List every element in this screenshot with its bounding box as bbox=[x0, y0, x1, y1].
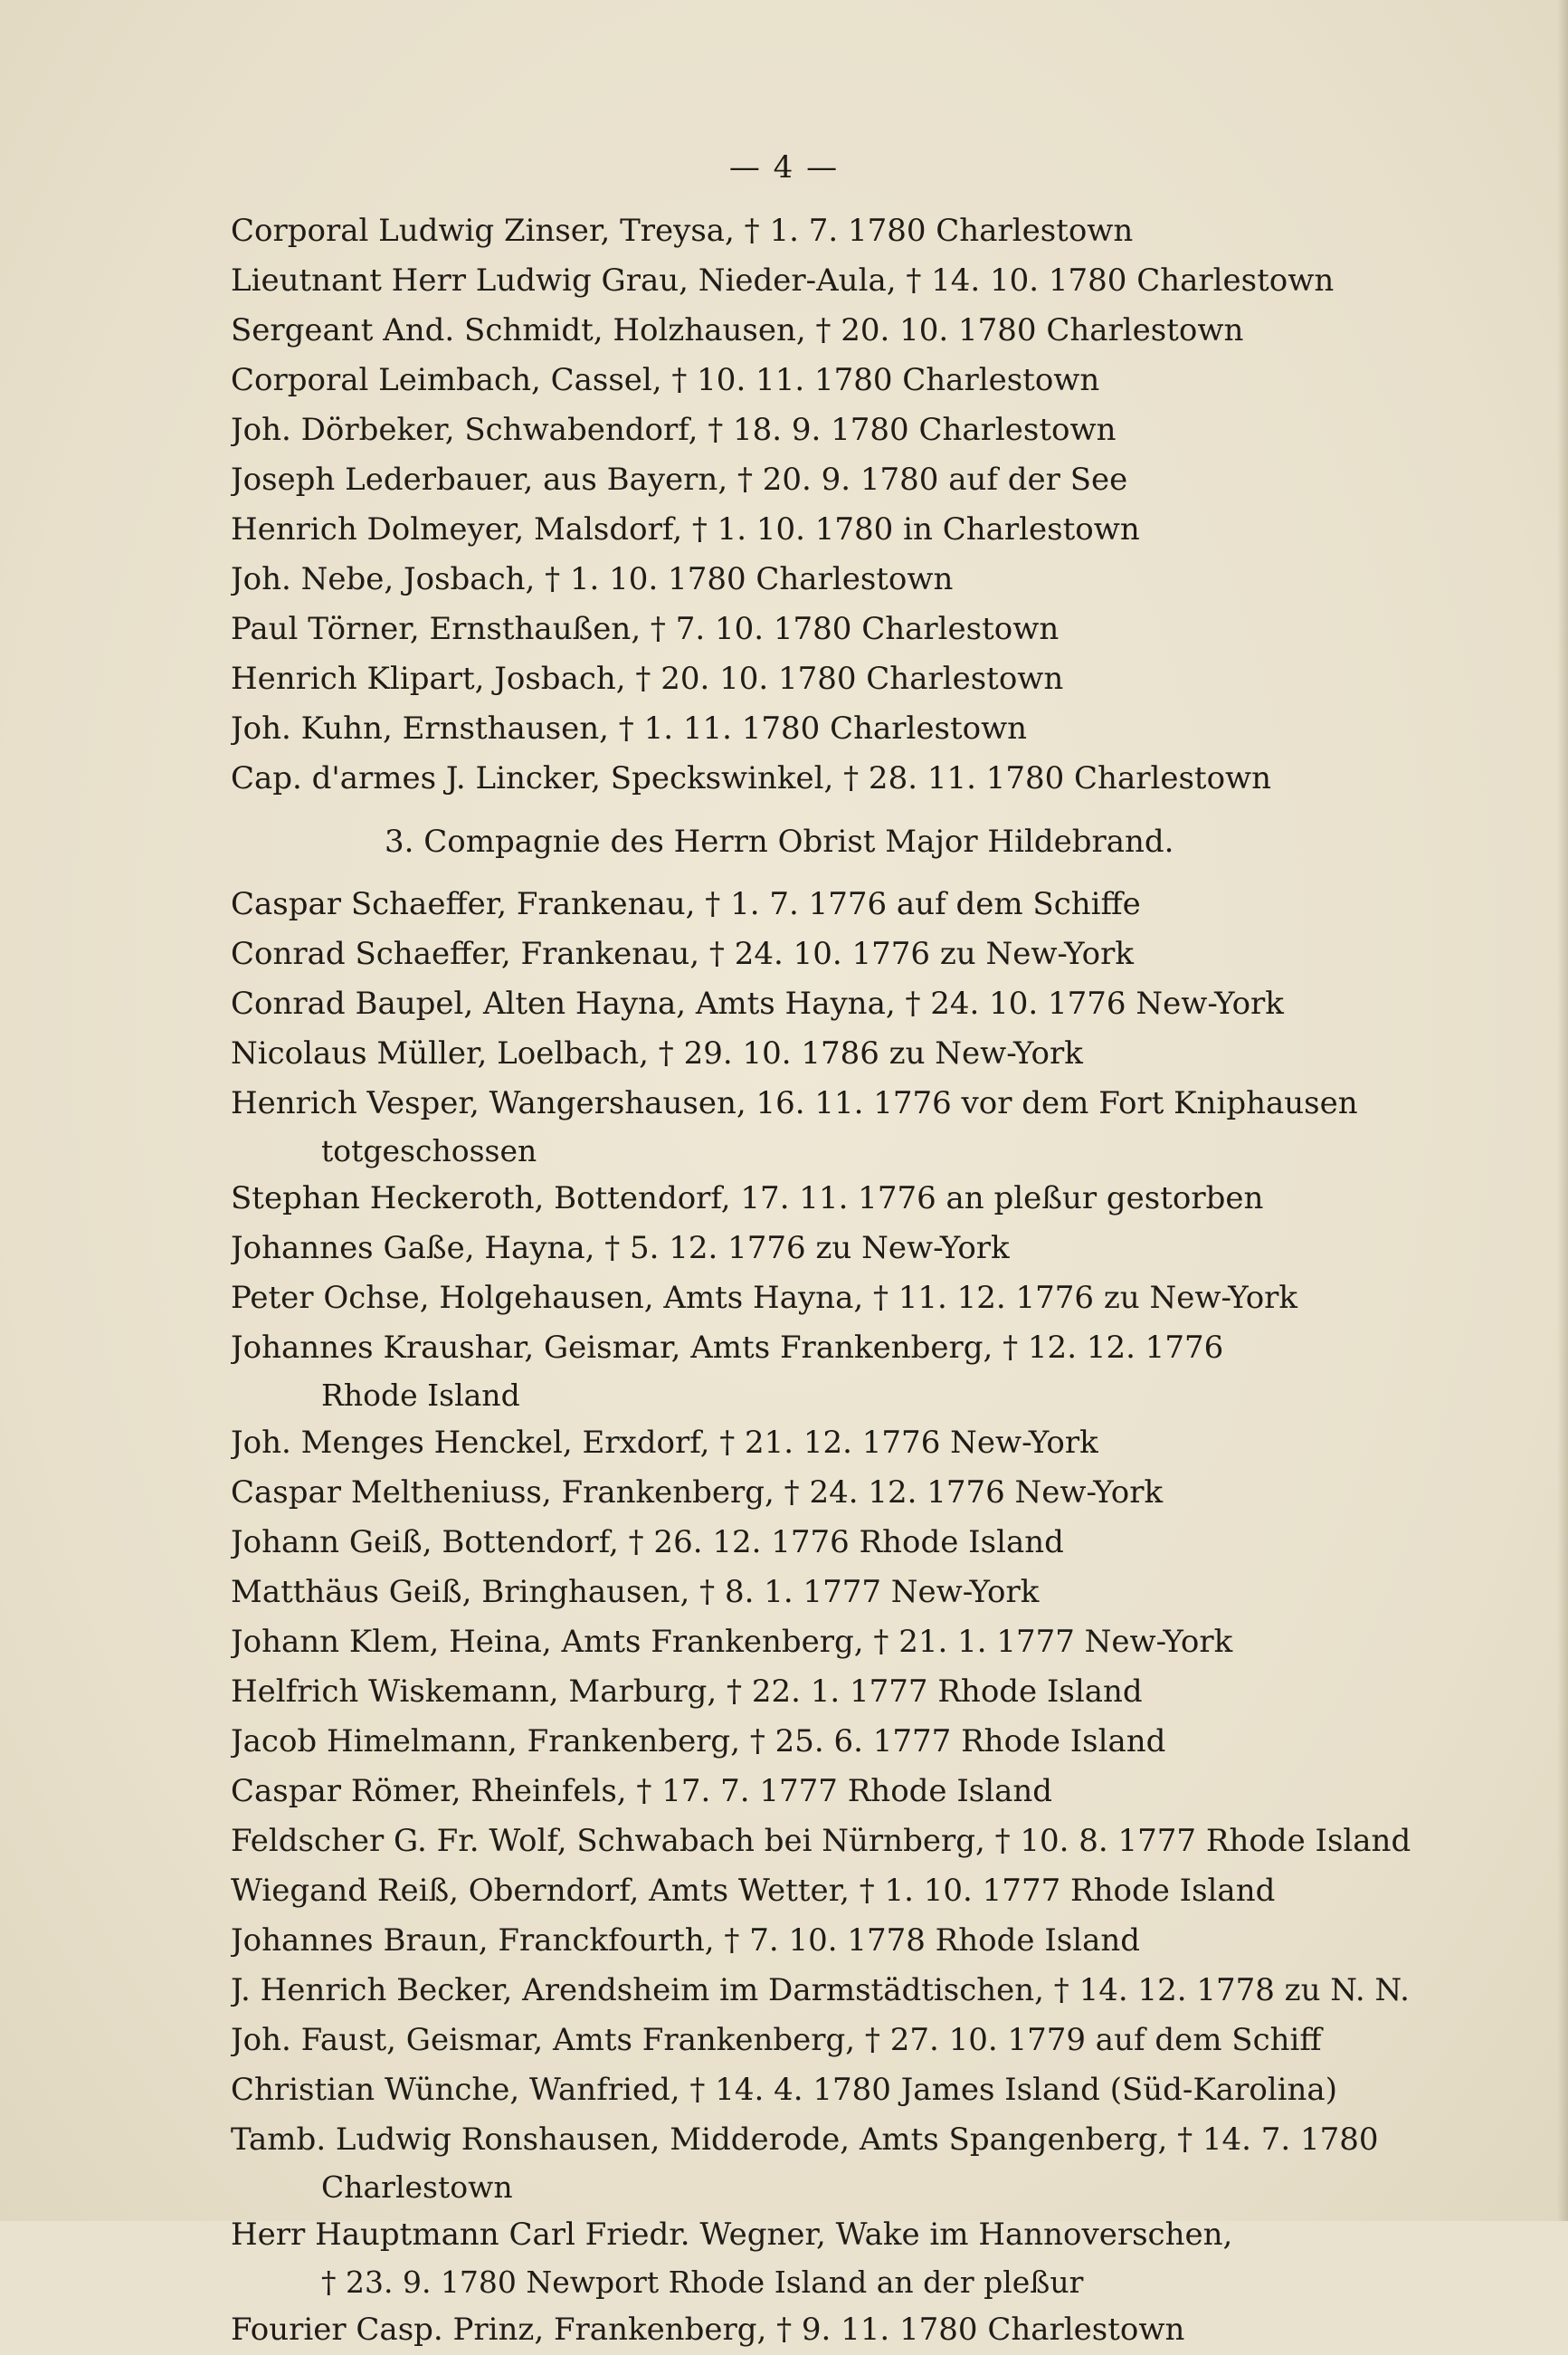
list-entry: Conrad Baupel, Alten Hayna, Amts Hayna, † 24. 10. 1776 New-York bbox=[231, 986, 1284, 1022]
list-entry: Joh. Menges Henckel, Erxdorf, † 21. 12. 1776 New-York bbox=[231, 1425, 1098, 1461]
list-entry: Christian Wünche, Wanfried, † 14. 4. 1780 James Island (Süd-Karolina) bbox=[231, 2072, 1337, 2108]
list-entry: Johannes Braun, Franckfourth, † 7. 10. 1778 Rhode Island bbox=[231, 1922, 1141, 1959]
list-entry: Joseph Lederbauer, aus Bayern, † 20. 9. 1780 auf der See bbox=[231, 462, 1128, 498]
list-entry: Tamb. Ludwig Ronshausen, Midderode, Amts Spangenberg, † 14. 7. 1780 bbox=[231, 2121, 1379, 2158]
list-entry: Feldscher G. Fr. Wolf, Schwabach bei Nürnberg, † 10. 8. 1777 Rhode Island bbox=[231, 1823, 1411, 1859]
entry-list-charlestown bbox=[231, 206, 1425, 804]
list-entry: Joh. Nebe, Josbach, † 1. 10. 1780 Charlestown bbox=[231, 561, 954, 597]
list-entry: Jacob Himelmann, Frankenberg, † 25. 6. 1777 Rhode Island bbox=[231, 1723, 1166, 1759]
list-entry: Johann Klem, Heina, Amts Frankenberg, † 21. 1. 1777 New-York bbox=[231, 1624, 1233, 1660]
list-entry-continuation: † 23. 9. 1780 Newport Rhode Island an der pleßur bbox=[321, 2264, 1084, 2300]
list-entry: Caspar Römer, Rheinfels, † 17. 7. 1777 Rhode Island bbox=[231, 1773, 1053, 1809]
page-edge-shadow bbox=[1557, 0, 1568, 2221]
list-entry: Henrich Vesper, Wangershausen, 16. 11. 1776 vor dem Fort Kniphausen bbox=[231, 1085, 1358, 1121]
list-entry: Henrich Klipart, Josbach, † 20. 10. 1780 Charlestown bbox=[231, 661, 1064, 697]
list-entry: Peter Ochse, Holgehausen, Amts Hayna, † 11. 12. 1776 zu New-York bbox=[231, 1280, 1298, 1316]
list-entry: Johann Geiß, Bottendorf, † 26. 12. 1776 Rhode Island bbox=[231, 1524, 1064, 1560]
document-body bbox=[231, 206, 1425, 2355]
list-entry: Corporal Leimbach, Cassel, † 10. 11. 1780 Charlestown bbox=[231, 362, 1100, 398]
list-entry: Herr Hauptmann Carl Friedr. Wegner, Wake im Hannoverschen, bbox=[231, 2217, 1233, 2253]
list-entry: Caspar Meltheniuss, Frankenberg, † 24. 12. 1776 New-York bbox=[231, 1474, 1164, 1511]
list-entry: J. Henrich Becker, Arendsheim im Darmstädtischen, † 14. 12. 1778 zu N. N. bbox=[231, 1972, 1410, 2008]
list-entry: Caspar Schaeffer, Frankenau, † 1. 7. 1776 auf dem Schiffe bbox=[231, 886, 1141, 922]
list-entry: Joh. Faust, Geismar, Amts Frankenberg, † 27. 10. 1779 auf dem Schiff bbox=[231, 2022, 1322, 2058]
list-entry: Johannes Kraushar, Geismar, Amts Frankenberg, † 12. 12. 1776 bbox=[231, 1330, 1224, 1366]
section-heading: 3. Compagnie des Herrn Obrist Major Hildebrand. bbox=[385, 824, 1174, 860]
list-entry: Joh. Dörbeker, Schwabendorf, † 18. 9. 1780 Charlestown bbox=[231, 412, 1117, 448]
list-entry: Matthäus Geiß, Bringhausen, † 8. 1. 1777 New-York bbox=[231, 1574, 1040, 1610]
list-entry: Corporal Ludwig Zinser, Treysa, † 1. 7. 1780 Charlestown bbox=[231, 213, 1134, 249]
list-entry: Lieutnant Herr Ludwig Grau, Nieder-Aula, † 14. 10. 1780 Charlestown bbox=[231, 262, 1335, 299]
list-entry: Sergeant And. Schmidt, Holzhausen, † 20. 10. 1780 Charlestown bbox=[231, 312, 1244, 348]
list-entry: Joh. Kuhn, Ernsthausen, † 1. 11. 1780 Charlestown bbox=[231, 710, 1028, 747]
list-entry-continuation: Charlestown bbox=[321, 2169, 513, 2205]
entry-list-company-3 bbox=[231, 880, 1425, 2355]
list-entry-continuation: Rhode Island bbox=[321, 1378, 520, 1413]
list-entry: Nicolaus Müller, Loelbach, † 29. 10. 1786 zu New-York bbox=[231, 1035, 1083, 1072]
list-entry: Conrad Schaeffer, Frankenau, † 24. 10. 1776 zu New-York bbox=[231, 936, 1134, 972]
list-entry: Fourier Casp. Prinz, Frankenberg, † 9. 11. 1780 Charlestown bbox=[231, 2312, 1185, 2348]
list-entry-continuation: totgeschossen bbox=[321, 1133, 537, 1168]
list-entry: Henrich Dolmeyer, Malsdorf, † 1. 10. 1780 in Charlestown bbox=[231, 511, 1140, 548]
list-entry: Stephan Heckeroth, Bottendorf, 17. 11. 1776 an pleßur gestorben bbox=[231, 1180, 1264, 1216]
list-entry: Wiegand Reiß, Oberndorf, Amts Wetter, † 1. 10. 1777 Rhode Island bbox=[231, 1873, 1276, 1909]
page-number: — 4 — bbox=[728, 149, 840, 186]
list-entry: Cap. d'armes J. Lincker, Speckswinkel, † 28. 11. 1780 Charlestown bbox=[231, 760, 1272, 796]
list-entry: Helfrich Wiskemann, Marburg, † 22. 1. 1777 Rhode Island bbox=[231, 1673, 1143, 1710]
list-entry: Johannes Gaße, Hayna, † 5. 12. 1776 zu New-York bbox=[231, 1230, 1010, 1266]
list-entry: Paul Törner, Ernsthaußen, † 7. 10. 1780 Charlestown bbox=[231, 611, 1060, 647]
